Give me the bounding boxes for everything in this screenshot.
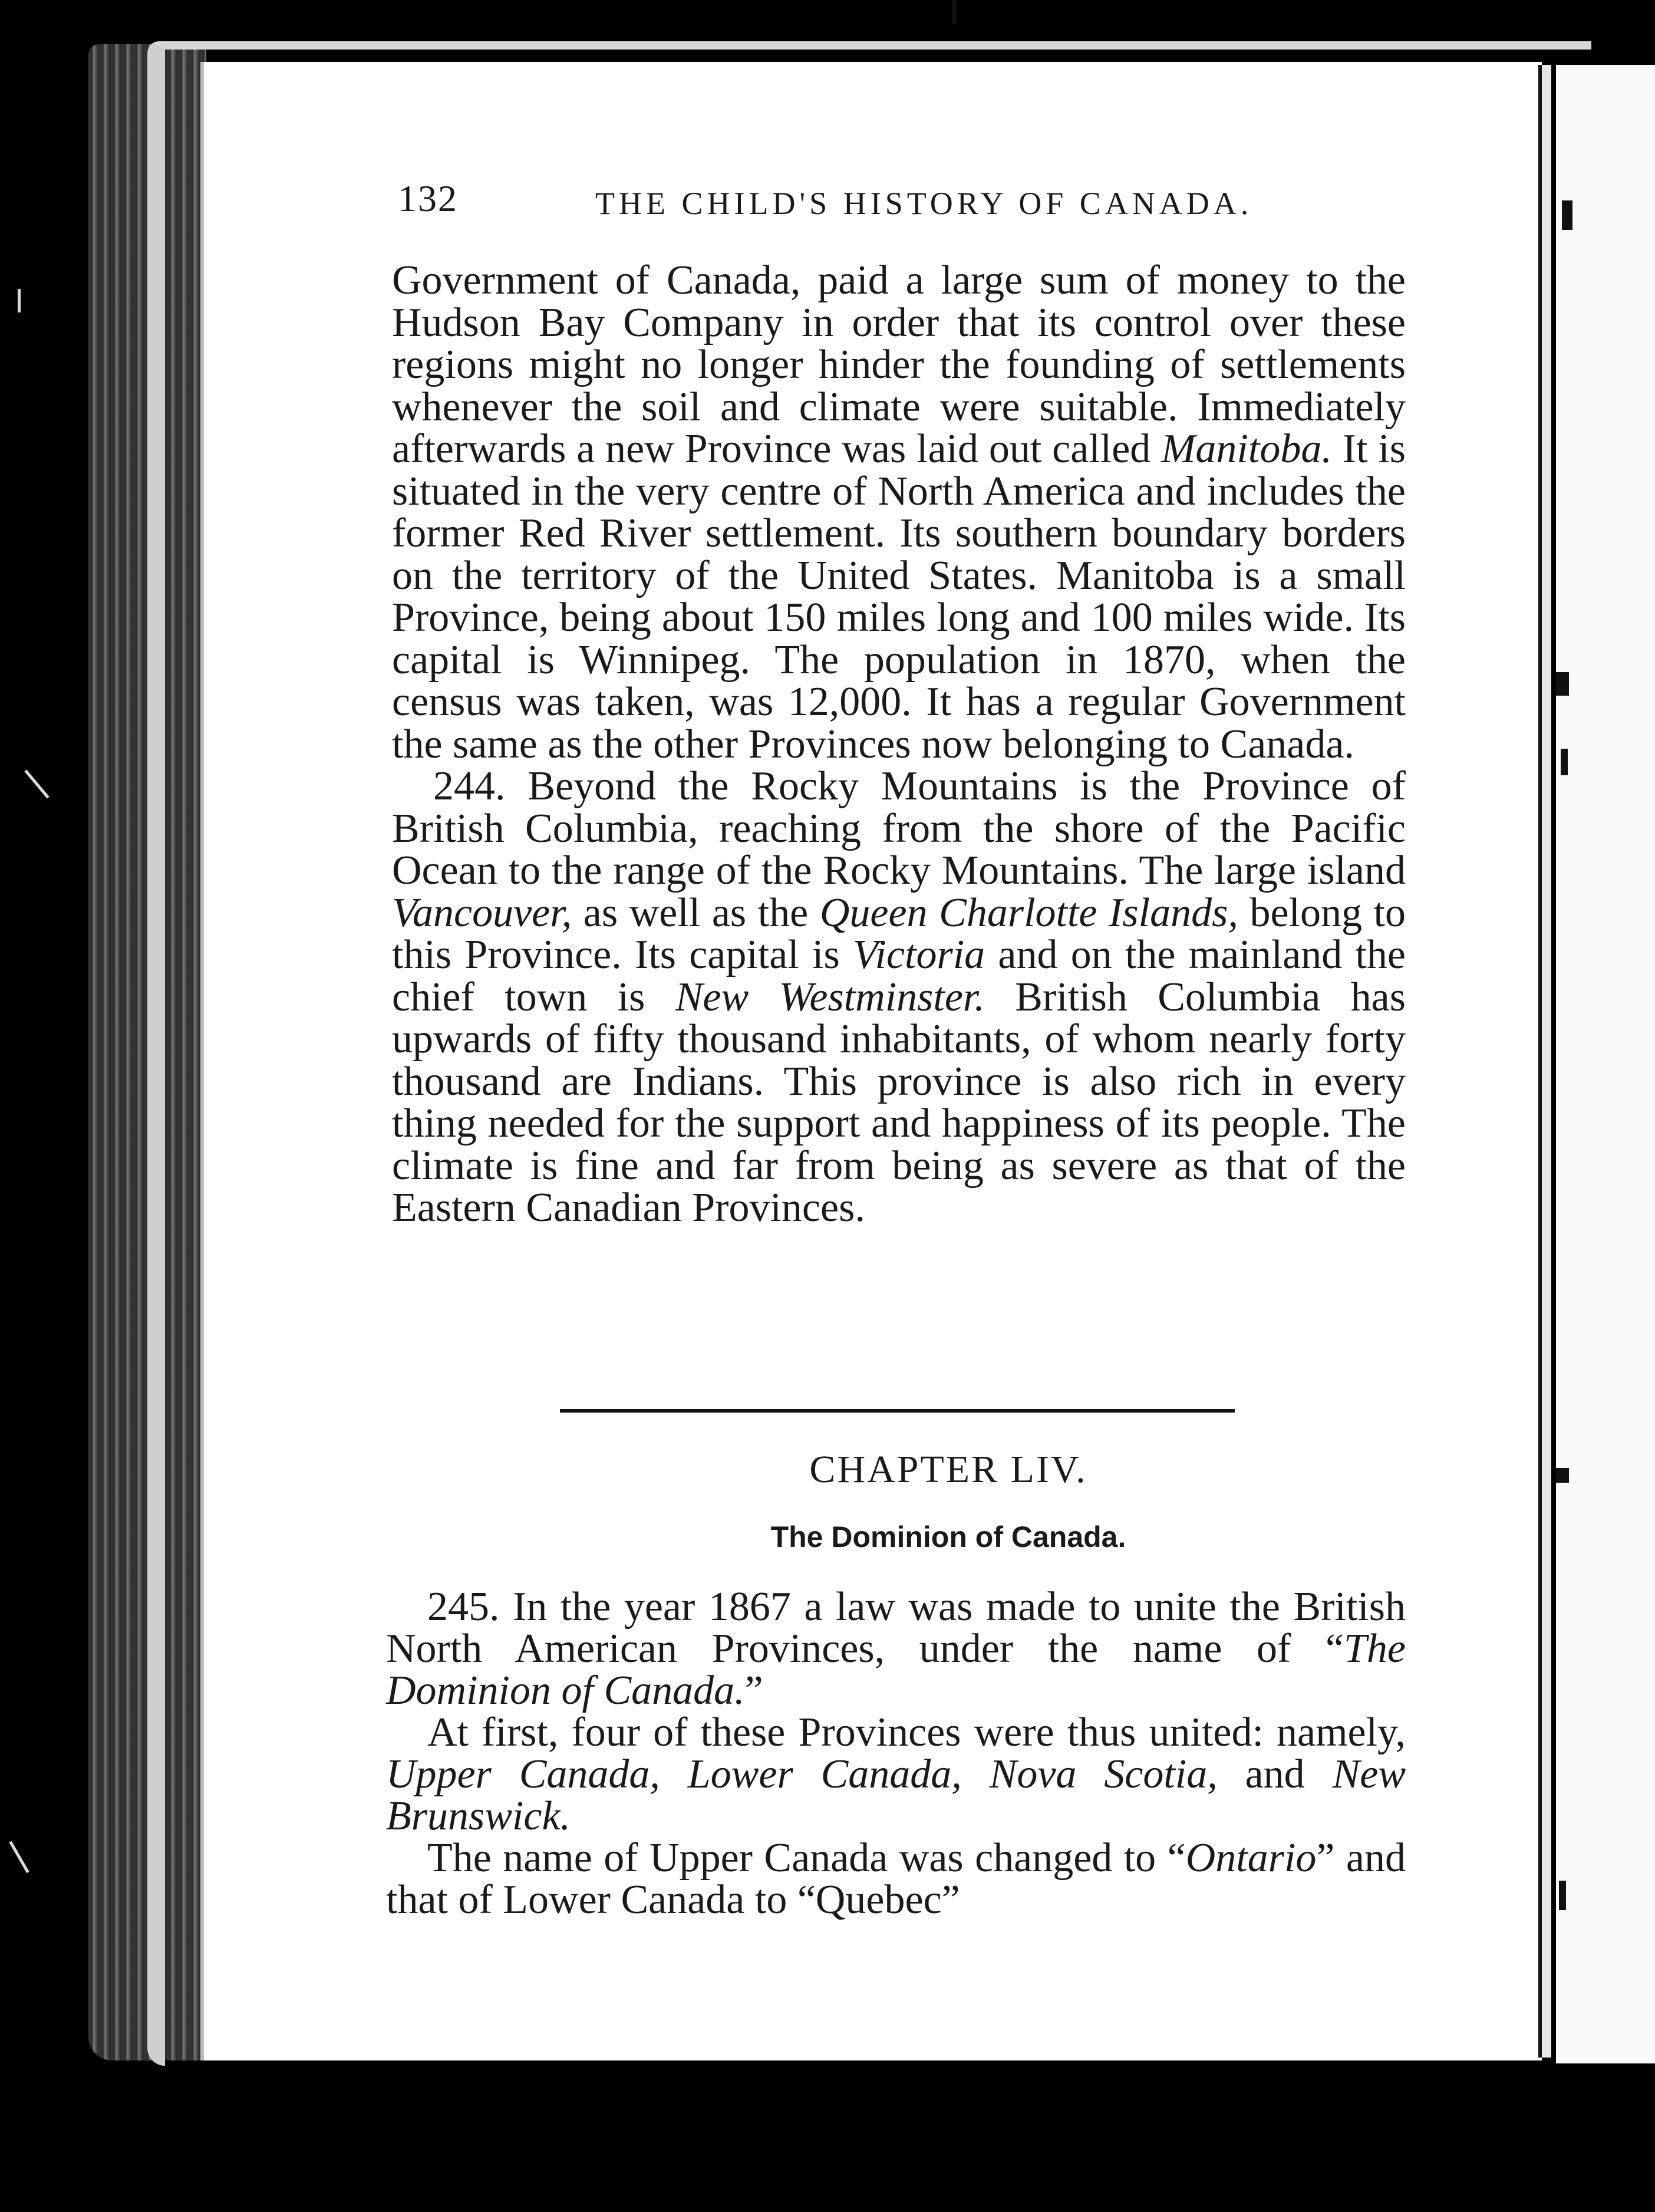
text-run: British Columbia has upwards of fifty thousand inhabitants, of whom nearly forty thousand are Indians. This province is also rich in every thing needed for the support and happiness of its people. The climate is fine and far from being as severe as that of the Eastern Canadian Provinces.	[392, 974, 1406, 1230]
italic-term: Upper Canada,	[386, 1752, 660, 1797]
chapter-title: CHAPTER LIV.	[809, 1448, 1087, 1491]
text-run: ” and that of Lower Canada to “Quebec”	[386, 1835, 1406, 1923]
paragraph-245	[386, 1586, 1406, 1711]
page-number: 132	[398, 177, 458, 219]
italic-term: Manitoba.	[1161, 426, 1332, 472]
scan-speck	[952, 0, 957, 24]
italic-term: The Dominion of Canada.	[386, 1626, 1406, 1713]
text-run: as well as the	[572, 890, 820, 936]
italic-term: New Brunswick.	[386, 1752, 1406, 1839]
italic-term: Victoria	[852, 932, 985, 977]
scan-mark	[18, 289, 21, 312]
running-head: THE CHILD'S HISTORY OF CANADA.	[595, 186, 1253, 221]
paragraph	[386, 1711, 1406, 1837]
scan-mark	[24, 769, 49, 798]
text-run: 244. Beyond the Rocky Mountains is the Province of British Columbia, reaching from the shore of the Pacific Ocean to the range of the Rocky Mountains. The large island	[392, 763, 1406, 893]
scan-speck	[1556, 672, 1569, 696]
scan-speck	[1562, 200, 1572, 230]
italic-term: Nova Scotia,	[989, 1752, 1218, 1797]
italic-term: New Westminster.	[675, 974, 985, 1020]
italic-term: Lower Canada,	[687, 1752, 962, 1797]
body-text	[392, 259, 1406, 1229]
scan-speck	[1561, 749, 1568, 775]
italic-term: Queen Charlotte Islands,	[819, 890, 1238, 936]
page-gutter	[1538, 65, 1551, 2058]
text-run: ”	[744, 1668, 763, 1713]
text-run: and on the mainland the chief town is	[392, 932, 1406, 1020]
scan-mark	[9, 1841, 29, 1873]
italic-term: Ontario	[1185, 1835, 1317, 1881]
scan-speck	[1559, 1881, 1566, 1910]
text-run: The name of Upper Canada was changed to “	[427, 1835, 1186, 1881]
text-run: At first, four of these Provinces were thus united: namely,	[427, 1710, 1406, 1755]
italic-term: Vancouver,	[392, 890, 572, 936]
paragraph	[386, 1837, 1406, 1921]
chapter-text	[386, 1586, 1406, 1921]
text-run: Government of Canada, paid a large sum of money to the Hudson Bay Company in order that its control over these regions might no longer hinder the founding of settlements whenever the soil and climate were suitable. Immediately afterwards a new Province was laid out called	[392, 258, 1406, 472]
paragraph	[392, 259, 1406, 765]
chapter-subtitle: The Dominion of Canada.	[770, 1520, 1126, 1553]
text-run: and	[1217, 1752, 1333, 1797]
page-header	[398, 177, 1253, 242]
text-run: It is situated in the very centre of North America and includes the former Red River settlement. Its southern boundary borders on the territory of the United States. Manitoba is a small Province, being about 150 miles long and 100 miles wide. Its capital is Winnipeg. The population in 1870, when the census was taken, was 12,000. It has a regular Government the same as the other Provinces now belonging to Canada.	[392, 426, 1406, 767]
section-divider	[560, 1409, 1235, 1413]
text-run: 245. In the year 1867 a law was made to unite the British North American Provinces, under the name of “	[386, 1584, 1406, 1671]
text-run: belong to this Province. Its capital is	[392, 890, 1406, 977]
paragraph-244	[392, 765, 1406, 1229]
facing-page-strip	[1556, 65, 1655, 2063]
